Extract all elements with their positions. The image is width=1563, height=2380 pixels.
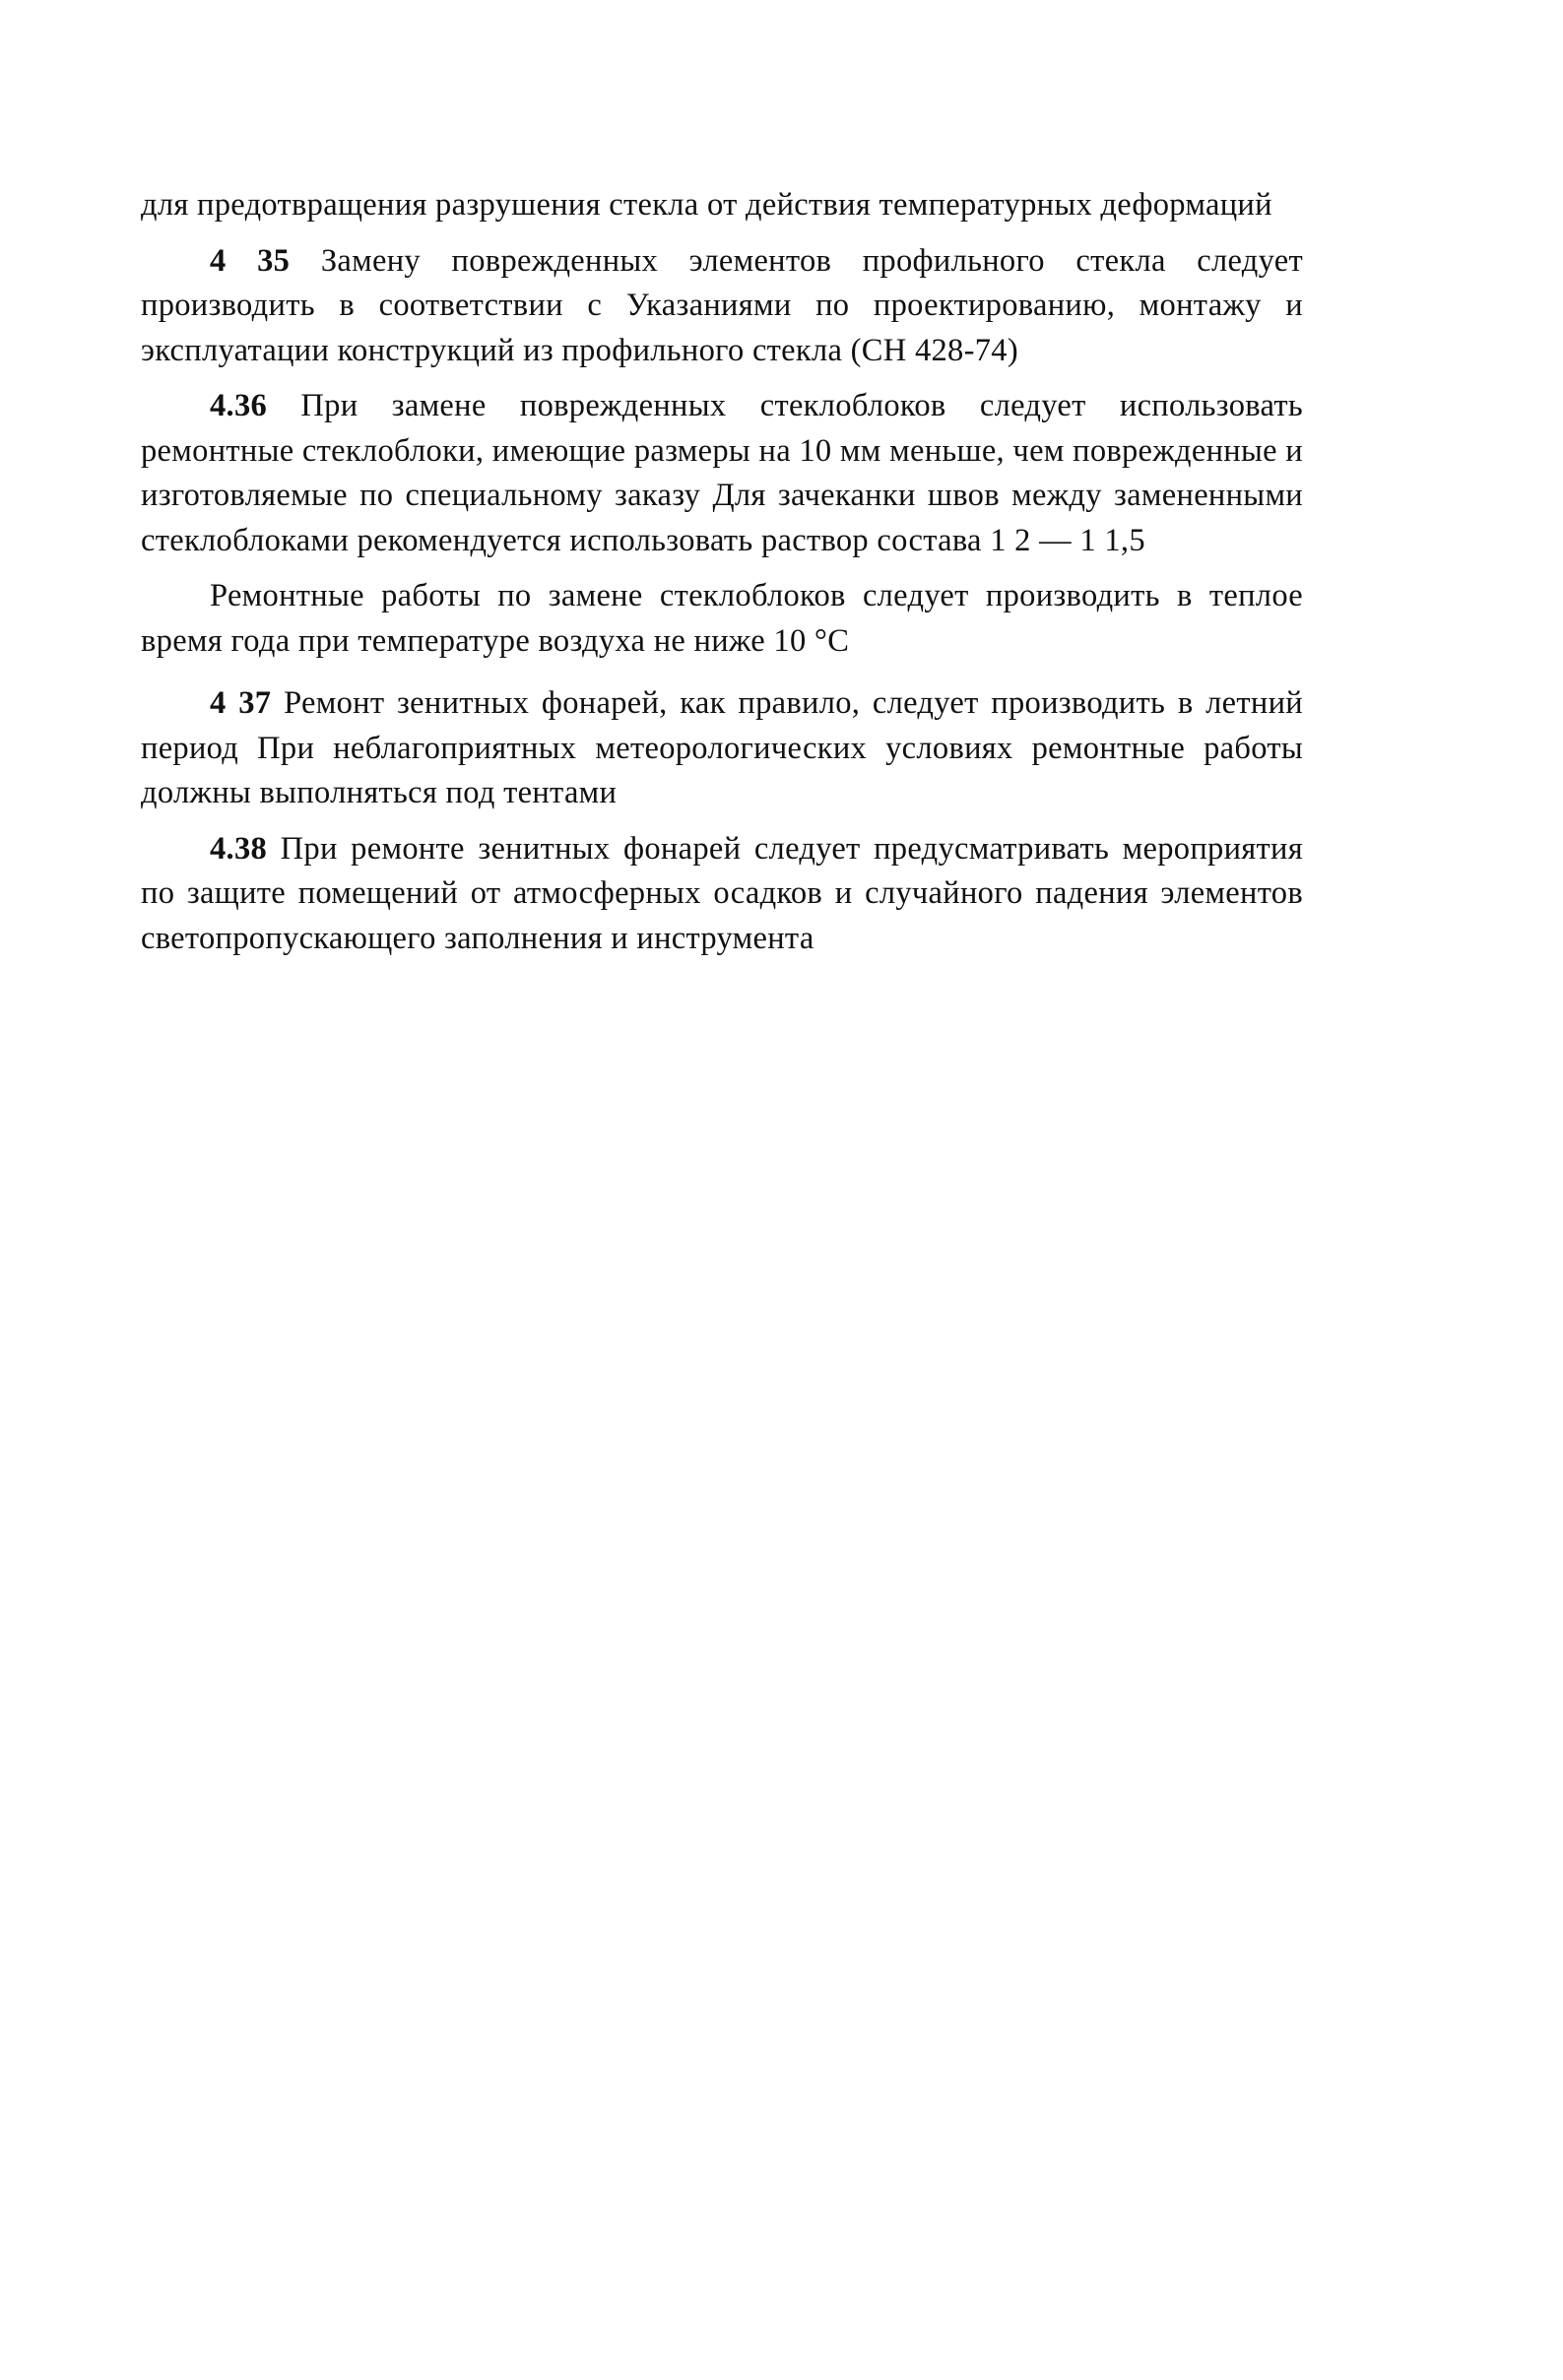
paragraph-continuation	[141, 183, 1303, 228]
body-text	[141, 183, 1303, 972]
paragraph-4-38	[141, 827, 1303, 962]
section-number: 4 37	[210, 685, 272, 721]
section-number: 4 35	[210, 242, 291, 279]
paragraph-text: Ремонт зенитных фонарей, как правило, следует производить в летний период При неблагоприятных метеорологических условиях ремонтные работы должны выполняться под тентами	[141, 685, 1303, 810]
section-number: 4.38	[210, 830, 268, 867]
paragraph-text: При замене поврежденных стеклоблоков следует использовать ремонтные стеклоблоки, имеющие размеры на 10 мм меньше, чем поврежденные и изготовляемые по специальному заказу Для зачеканки швов между замененными стеклоблоками рекомендуется использовать раствор состава 1 2 — 1 1,5	[141, 388, 1303, 558]
paragraph-4-37	[141, 681, 1303, 816]
paragraph-4-36	[141, 384, 1303, 563]
paragraph-4-35	[141, 239, 1303, 374]
section-number: 4.36	[210, 388, 268, 423]
paragraph-4-36-repair-season	[141, 574, 1303, 664]
paragraph-text: для предотвращения разрушения стекла от действия температурных деформаций	[141, 187, 1272, 223]
paragraph-text: Ремонтные работы по замене стеклоблоков следует производить в теплое время года при температуре воздуха не ниже 10 °С	[141, 578, 1303, 659]
paragraph-text: При ремонте зенитных фонарей следует предусматривать мероприятия по защите помещений от атмосферных осадков и случайного падения элементов светопропускающего заполнения и инструмента	[141, 830, 1303, 956]
paragraph-text: Замену поврежденных элементов профильного стекла следует производить в соответствии с Указаниями по проектированию, монтажу и эксплуатации конструкций из профильного стекла (СН 428-74)	[141, 242, 1303, 368]
